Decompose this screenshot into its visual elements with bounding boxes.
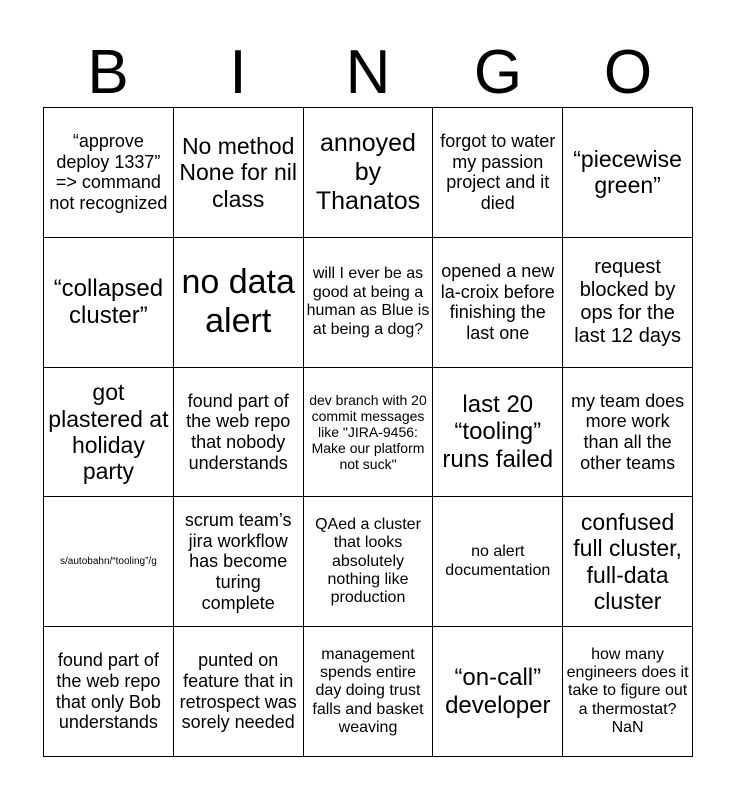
header-letter-i: I	[229, 38, 247, 107]
bingo-cell[interactable]: s/autobahn/“tooling”/g	[44, 497, 174, 627]
bingo-cell[interactable]: QAed a cluster that looks absolutely nothing like production	[304, 497, 434, 627]
bingo-cell[interactable]: found part of the web repo that only Bob understands	[44, 627, 174, 757]
bingo-cell[interactable]: “approve deploy 1337” => command not recognized	[44, 108, 174, 238]
bingo-cell[interactable]: no alert documentation	[433, 497, 563, 627]
header-letter-o: O	[603, 38, 653, 107]
bingo-cell[interactable]: found part of the web repo that nobody understands	[174, 368, 304, 498]
bingo-cell[interactable]: dev branch with 20 commit messages like "JIRA-9456: Make our platform not suck"	[304, 368, 434, 498]
bingo-cell[interactable]: scrum team’s jira workflow has become turing complete	[174, 497, 304, 627]
bingo-cell[interactable]: no data alert	[174, 238, 304, 368]
bingo-cell[interactable]: forgot to water my passion project and it died	[433, 108, 563, 238]
bingo-header	[43, 38, 693, 108]
bingo-cell[interactable]: No method None for nil class	[174, 108, 304, 238]
bingo-cell[interactable]: “piecewise green”	[563, 108, 693, 238]
header-letter-n: N	[345, 38, 391, 107]
header-letter-g: G	[473, 38, 523, 107]
bingo-cell[interactable]: management spends entire day doing trust falls and basket weaving	[304, 627, 434, 757]
bingo-cell[interactable]: how many engineers does it take to figure out a thermostat? NaN	[563, 627, 693, 757]
bingo-cell[interactable]: got plastered at holiday party	[44, 368, 174, 498]
bingo-grid	[43, 107, 693, 757]
bingo-cell[interactable]: last 20 “tooling” runs failed	[433, 368, 563, 498]
header-letter-b: B	[87, 38, 129, 107]
bingo-cell[interactable]: “on-call” developer	[433, 627, 563, 757]
bingo-cell[interactable]: my team does more work than all the other teams	[563, 368, 693, 498]
bingo-cell[interactable]: annoyed by Thanatos	[304, 108, 434, 238]
bingo-cell[interactable]: will I ever be as good at being a human as Blue is at being a dog?	[304, 238, 434, 368]
bingo-cell[interactable]: request blocked by ops for the last 12 days	[563, 238, 693, 368]
bingo-cell[interactable]: punted on feature that in retrospect was sorely needed	[174, 627, 304, 757]
bingo-cell[interactable]: “collapsed cluster”	[44, 238, 174, 368]
bingo-cell[interactable]: confused full cluster, full-data cluster	[563, 497, 693, 627]
bingo-cell[interactable]: opened a new la-croix before finishing the last one	[433, 238, 563, 368]
